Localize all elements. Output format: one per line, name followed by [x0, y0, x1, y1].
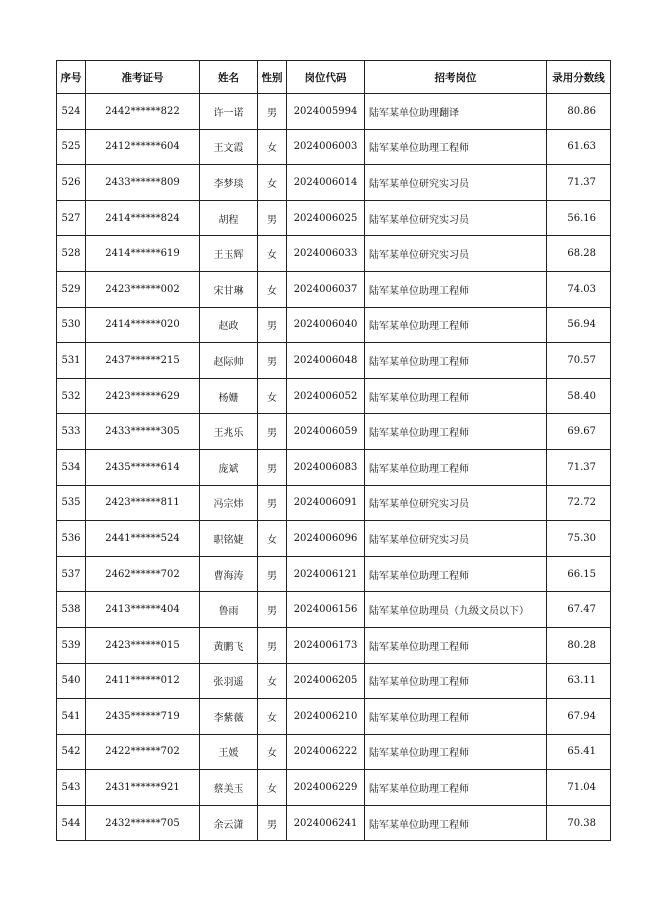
cell-exam-id: 2423******811 — [86, 485, 200, 521]
table-row — [57, 663, 611, 699]
cell-gender: 女 — [258, 165, 287, 201]
cell-post-code: 2024006173 — [287, 627, 365, 663]
cell-score: 65.41 — [547, 734, 611, 770]
header-seq: 序号 — [57, 61, 86, 94]
cell-name: 鲁雨 — [200, 592, 258, 628]
cell-exam-id: 2432******705 — [86, 805, 200, 841]
cell-exam-id: 2423******015 — [86, 627, 200, 663]
cell-seq: 543 — [57, 770, 86, 806]
cell-score: 63.11 — [547, 663, 611, 699]
cell-seq: 536 — [57, 521, 86, 557]
table-row — [57, 449, 611, 485]
cell-name: 黄鹏飞 — [200, 627, 258, 663]
cell-seq: 529 — [57, 271, 86, 307]
cell-seq: 525 — [57, 129, 86, 165]
cell-post: 陆军某单位助理工程师 — [365, 271, 547, 307]
cell-name: 王媛 — [200, 734, 258, 770]
cell-seq: 535 — [57, 485, 86, 521]
cell-seq: 524 — [57, 94, 86, 130]
cell-exam-id: 2462******702 — [86, 556, 200, 592]
cell-gender: 男 — [258, 200, 287, 236]
cell-score: 72.72 — [547, 485, 611, 521]
table-row — [57, 485, 611, 521]
cell-score: 70.38 — [547, 805, 611, 841]
cell-seq: 538 — [57, 592, 86, 628]
cell-post-code: 2024006040 — [287, 307, 365, 343]
cell-name: 胡程 — [200, 200, 258, 236]
cell-post-code: 2024006229 — [287, 770, 365, 806]
cell-score: 71.37 — [547, 449, 611, 485]
cell-post-code: 2024006222 — [287, 734, 365, 770]
header-post: 招考岗位 — [365, 61, 547, 94]
cell-name: 宋甘琳 — [200, 271, 258, 307]
cell-name: 李紫薇 — [200, 699, 258, 735]
cell-gender: 男 — [258, 414, 287, 450]
cell-seq: 539 — [57, 627, 86, 663]
cell-post-code: 2024006083 — [287, 449, 365, 485]
cell-post: 陆军某单位助理工程师 — [365, 449, 547, 485]
cell-post-code: 2024006003 — [287, 129, 365, 165]
cell-score: 56.16 — [547, 200, 611, 236]
cell-name: 赵政 — [200, 307, 258, 343]
cell-gender: 女 — [258, 271, 287, 307]
cell-score: 68.28 — [547, 236, 611, 272]
cell-gender: 女 — [258, 129, 287, 165]
cell-score: 69.67 — [547, 414, 611, 450]
cell-exam-id: 2411******012 — [86, 663, 200, 699]
cell-post: 陆军某单位研究实习员 — [365, 165, 547, 201]
cell-exam-id: 2442******822 — [86, 94, 200, 130]
cell-gender: 女 — [258, 663, 287, 699]
table-body — [57, 94, 611, 841]
cell-post-code: 2024006091 — [287, 485, 365, 521]
table-row — [57, 200, 611, 236]
cell-seq: 527 — [57, 200, 86, 236]
header-gender: 性别 — [258, 61, 287, 94]
table-row — [57, 592, 611, 628]
cell-exam-id: 2413******404 — [86, 592, 200, 628]
header-name: 姓名 — [200, 61, 258, 94]
cell-gender: 女 — [258, 236, 287, 272]
table-row — [57, 805, 611, 841]
cell-name: 余云潇 — [200, 805, 258, 841]
table-row — [57, 734, 611, 770]
cell-post-code: 2024006121 — [287, 556, 365, 592]
cell-post-code: 2024006048 — [287, 343, 365, 379]
table-row — [57, 165, 611, 201]
cell-post: 陆军某单位助理员（九级文员以下） — [365, 592, 547, 628]
results-table — [56, 60, 611, 841]
cell-post: 陆军某单位助理工程师 — [365, 307, 547, 343]
table-row — [57, 627, 611, 663]
cell-gender: 女 — [258, 770, 287, 806]
cell-post-code: 2024006241 — [287, 805, 365, 841]
cell-post-code: 2024006025 — [287, 200, 365, 236]
cell-score: 80.28 — [547, 627, 611, 663]
cell-score: 67.94 — [547, 699, 611, 735]
cell-score: 67.47 — [547, 592, 611, 628]
cell-score: 74.03 — [547, 271, 611, 307]
table-row — [57, 129, 611, 165]
cell-exam-id: 2431******921 — [86, 770, 200, 806]
cell-post-code: 2024006033 — [287, 236, 365, 272]
cell-exam-id: 2437******215 — [86, 343, 200, 379]
cell-post: 陆军某单位研究实习员 — [365, 236, 547, 272]
cell-post-code: 2024005994 — [287, 94, 365, 130]
cell-post: 陆军某单位助理工程师 — [365, 770, 547, 806]
cell-seq: 532 — [57, 378, 86, 414]
cell-exam-id: 2441******524 — [86, 521, 200, 557]
cell-seq: 544 — [57, 805, 86, 841]
cell-name: 张羽遥 — [200, 663, 258, 699]
cell-name: 王兆乐 — [200, 414, 258, 450]
cell-gender: 女 — [258, 699, 287, 735]
cell-exam-id: 2435******719 — [86, 699, 200, 735]
cell-seq: 528 — [57, 236, 86, 272]
cell-gender: 男 — [258, 485, 287, 521]
cell-exam-id: 2414******824 — [86, 200, 200, 236]
cell-post: 陆军某单位助理工程师 — [365, 378, 547, 414]
cell-exam-id: 2414******020 — [86, 307, 200, 343]
cell-post: 陆军某单位助理工程师 — [365, 556, 547, 592]
cell-score: 75.30 — [547, 521, 611, 557]
cell-post-code: 2024006052 — [287, 378, 365, 414]
cell-gender: 男 — [258, 805, 287, 841]
cell-name: 王玉辉 — [200, 236, 258, 272]
cell-post: 陆军某单位助理工程师 — [365, 734, 547, 770]
table-row — [57, 521, 611, 557]
cell-name: 曹海涛 — [200, 556, 258, 592]
cell-name: 赵际帅 — [200, 343, 258, 379]
cell-post: 陆军某单位助理工程师 — [365, 129, 547, 165]
cell-post: 陆军某单位助理工程师 — [365, 805, 547, 841]
header-post-code: 岗位代码 — [287, 61, 365, 94]
table-row — [57, 271, 611, 307]
cell-post: 陆军某单位助理工程师 — [365, 627, 547, 663]
cell-score: 80.86 — [547, 94, 611, 130]
cell-post-code: 2024006205 — [287, 663, 365, 699]
table-row — [57, 699, 611, 735]
cell-score: 71.37 — [547, 165, 611, 201]
cell-seq: 534 — [57, 449, 86, 485]
cell-name: 许一诺 — [200, 94, 258, 130]
cell-exam-id: 2414******619 — [86, 236, 200, 272]
cell-score: 61.63 — [547, 129, 611, 165]
cell-name: 庞斌 — [200, 449, 258, 485]
cell-seq: 540 — [57, 663, 86, 699]
cell-gender: 男 — [258, 307, 287, 343]
cell-gender: 男 — [258, 94, 287, 130]
header-score: 录用分数线 — [547, 61, 611, 94]
cell-post: 陆军某单位助理工程师 — [365, 414, 547, 450]
header-exam-id: 准考证号 — [86, 61, 200, 94]
cell-gender: 男 — [258, 449, 287, 485]
cell-post: 陆军某单位研究实习员 — [365, 521, 547, 557]
cell-post-code: 2024006156 — [287, 592, 365, 628]
cell-score: 66.15 — [547, 556, 611, 592]
table-row — [57, 94, 611, 130]
cell-gender: 男 — [258, 627, 287, 663]
cell-exam-id: 2435******614 — [86, 449, 200, 485]
cell-score: 70.57 — [547, 343, 611, 379]
cell-post: 陆军某单位研究实习员 — [365, 200, 547, 236]
table-row — [57, 236, 611, 272]
cell-post: 陆军某单位助理工程师 — [365, 699, 547, 735]
cell-seq: 526 — [57, 165, 86, 201]
table-header-row — [57, 61, 611, 94]
cell-name: 杨姗 — [200, 378, 258, 414]
table-row — [57, 556, 611, 592]
cell-post-code: 2024006210 — [287, 699, 365, 735]
cell-seq: 537 — [57, 556, 86, 592]
cell-post-code: 2024006037 — [287, 271, 365, 307]
cell-exam-id: 2412******604 — [86, 129, 200, 165]
cell-exam-id: 2433******809 — [86, 165, 200, 201]
cell-gender: 女 — [258, 521, 287, 557]
table-row — [57, 343, 611, 379]
cell-score: 58.40 — [547, 378, 611, 414]
cell-name: 蔡美玉 — [200, 770, 258, 806]
cell-name: 李梦琰 — [200, 165, 258, 201]
cell-exam-id: 2433******305 — [86, 414, 200, 450]
cell-seq: 542 — [57, 734, 86, 770]
cell-name: 冯宗炜 — [200, 485, 258, 521]
cell-score: 56.94 — [547, 307, 611, 343]
cell-seq: 541 — [57, 699, 86, 735]
cell-gender: 男 — [258, 556, 287, 592]
table-row — [57, 770, 611, 806]
cell-post-code: 2024006096 — [287, 521, 365, 557]
cell-gender: 女 — [258, 378, 287, 414]
table-row — [57, 307, 611, 343]
table-row — [57, 378, 611, 414]
cell-post-code: 2024006014 — [287, 165, 365, 201]
cell-post: 陆军某单位研究实习员 — [365, 485, 547, 521]
cell-gender: 男 — [258, 592, 287, 628]
cell-exam-id: 2423******629 — [86, 378, 200, 414]
cell-gender: 女 — [258, 734, 287, 770]
cell-post: 陆军某单位助理工程师 — [365, 663, 547, 699]
cell-seq: 533 — [57, 414, 86, 450]
cell-post: 陆军某单位助理翻译 — [365, 94, 547, 130]
cell-seq: 531 — [57, 343, 86, 379]
cell-post: 陆军某单位助理工程师 — [365, 343, 547, 379]
table-row — [57, 414, 611, 450]
cell-exam-id: 2423******002 — [86, 271, 200, 307]
cell-exam-id: 2422******702 — [86, 734, 200, 770]
cell-name: 王文霞 — [200, 129, 258, 165]
cell-score: 71.04 — [547, 770, 611, 806]
cell-gender: 男 — [258, 343, 287, 379]
cell-name: 职铭婕 — [200, 521, 258, 557]
cell-post-code: 2024006059 — [287, 414, 365, 450]
cell-seq: 530 — [57, 307, 86, 343]
